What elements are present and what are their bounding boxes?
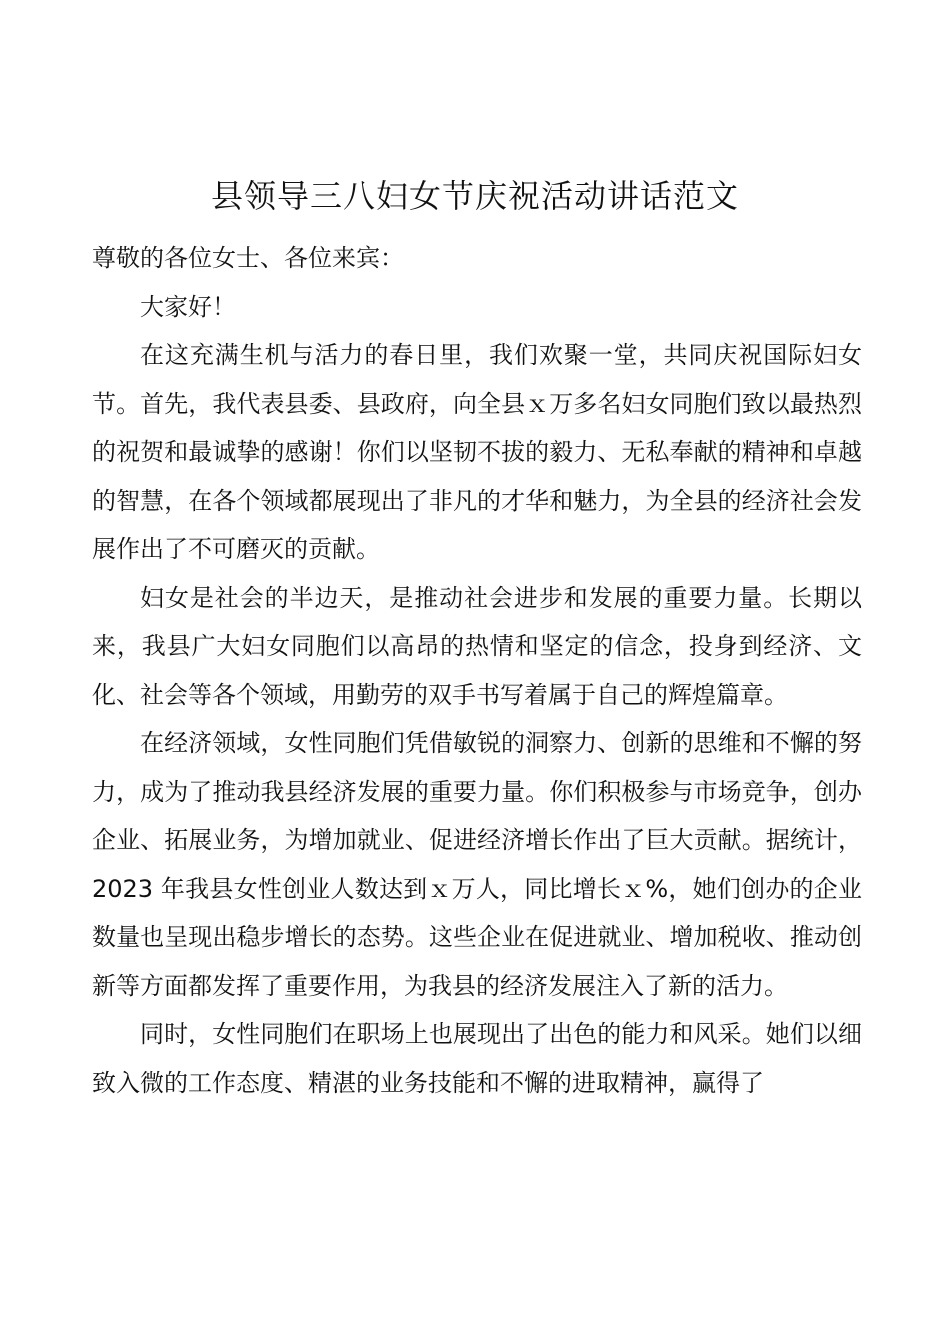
paragraph-workplace: 同时，女性同胞们在职场上也展现出了出色的能力和风采。她们以细致入微的工作态度、精湛的业务技能和不懈的进取精神，赢得了 [92, 1020, 862, 1097]
paragraph-opening: 在这充满生机与活力的春日里，我们欢聚一堂，共同庆祝国际妇女节。首先，我代表县委、县政府，向全县ｘ万多名妇女同胞们致以最热烈的祝贺和最诚挚的感谢！你们以坚韧不拔的毅力、无私奉献的精神和卓越的智慧，在各个领域都展现出了非凡的才华和魅力，为全县的经济社会发展作出了不可磨灭的贡献。 [92, 341, 862, 563]
paragraph-women-role: 妇女是社会的半边天，是推动社会进步和发展的重要力量。长期以来，我县广大妇女同胞们以高昂的热情和坚定的信念，投身到经济、文化、社会等各个领域，用勤劳的双手书写着属于自己的辉煌篇章。 [92, 583, 862, 709]
document-title: 县领导三八妇女节庆祝活动讲话范文 [210, 177, 739, 215]
paragraph-greeting: 大家好！ [140, 292, 236, 321]
salutation: 尊敬的各位女士、各位来宾： [92, 244, 404, 272]
document-body [92, 234, 862, 1107]
paragraph-economy: 在经济领域，女性同胞们凭借敏锐的洞察力、创新的思维和不懈的努力，成为了推动我县经济发展的重要力量。你们积极参与市场竞争，创办企业、拓展业务，为增加就业、促进经济增长作出了巨大贡献。据统计，2023 年我县女性创业人数达到ｘ万人，同比增长ｘ%，她们创办的企业数量也呈现出稳步增长的态势。这些企业在促进就业、增加税收、推动创新等方面都发挥了重要作用，为我县的经济发展注入了新的活力。 [92, 729, 862, 1000]
